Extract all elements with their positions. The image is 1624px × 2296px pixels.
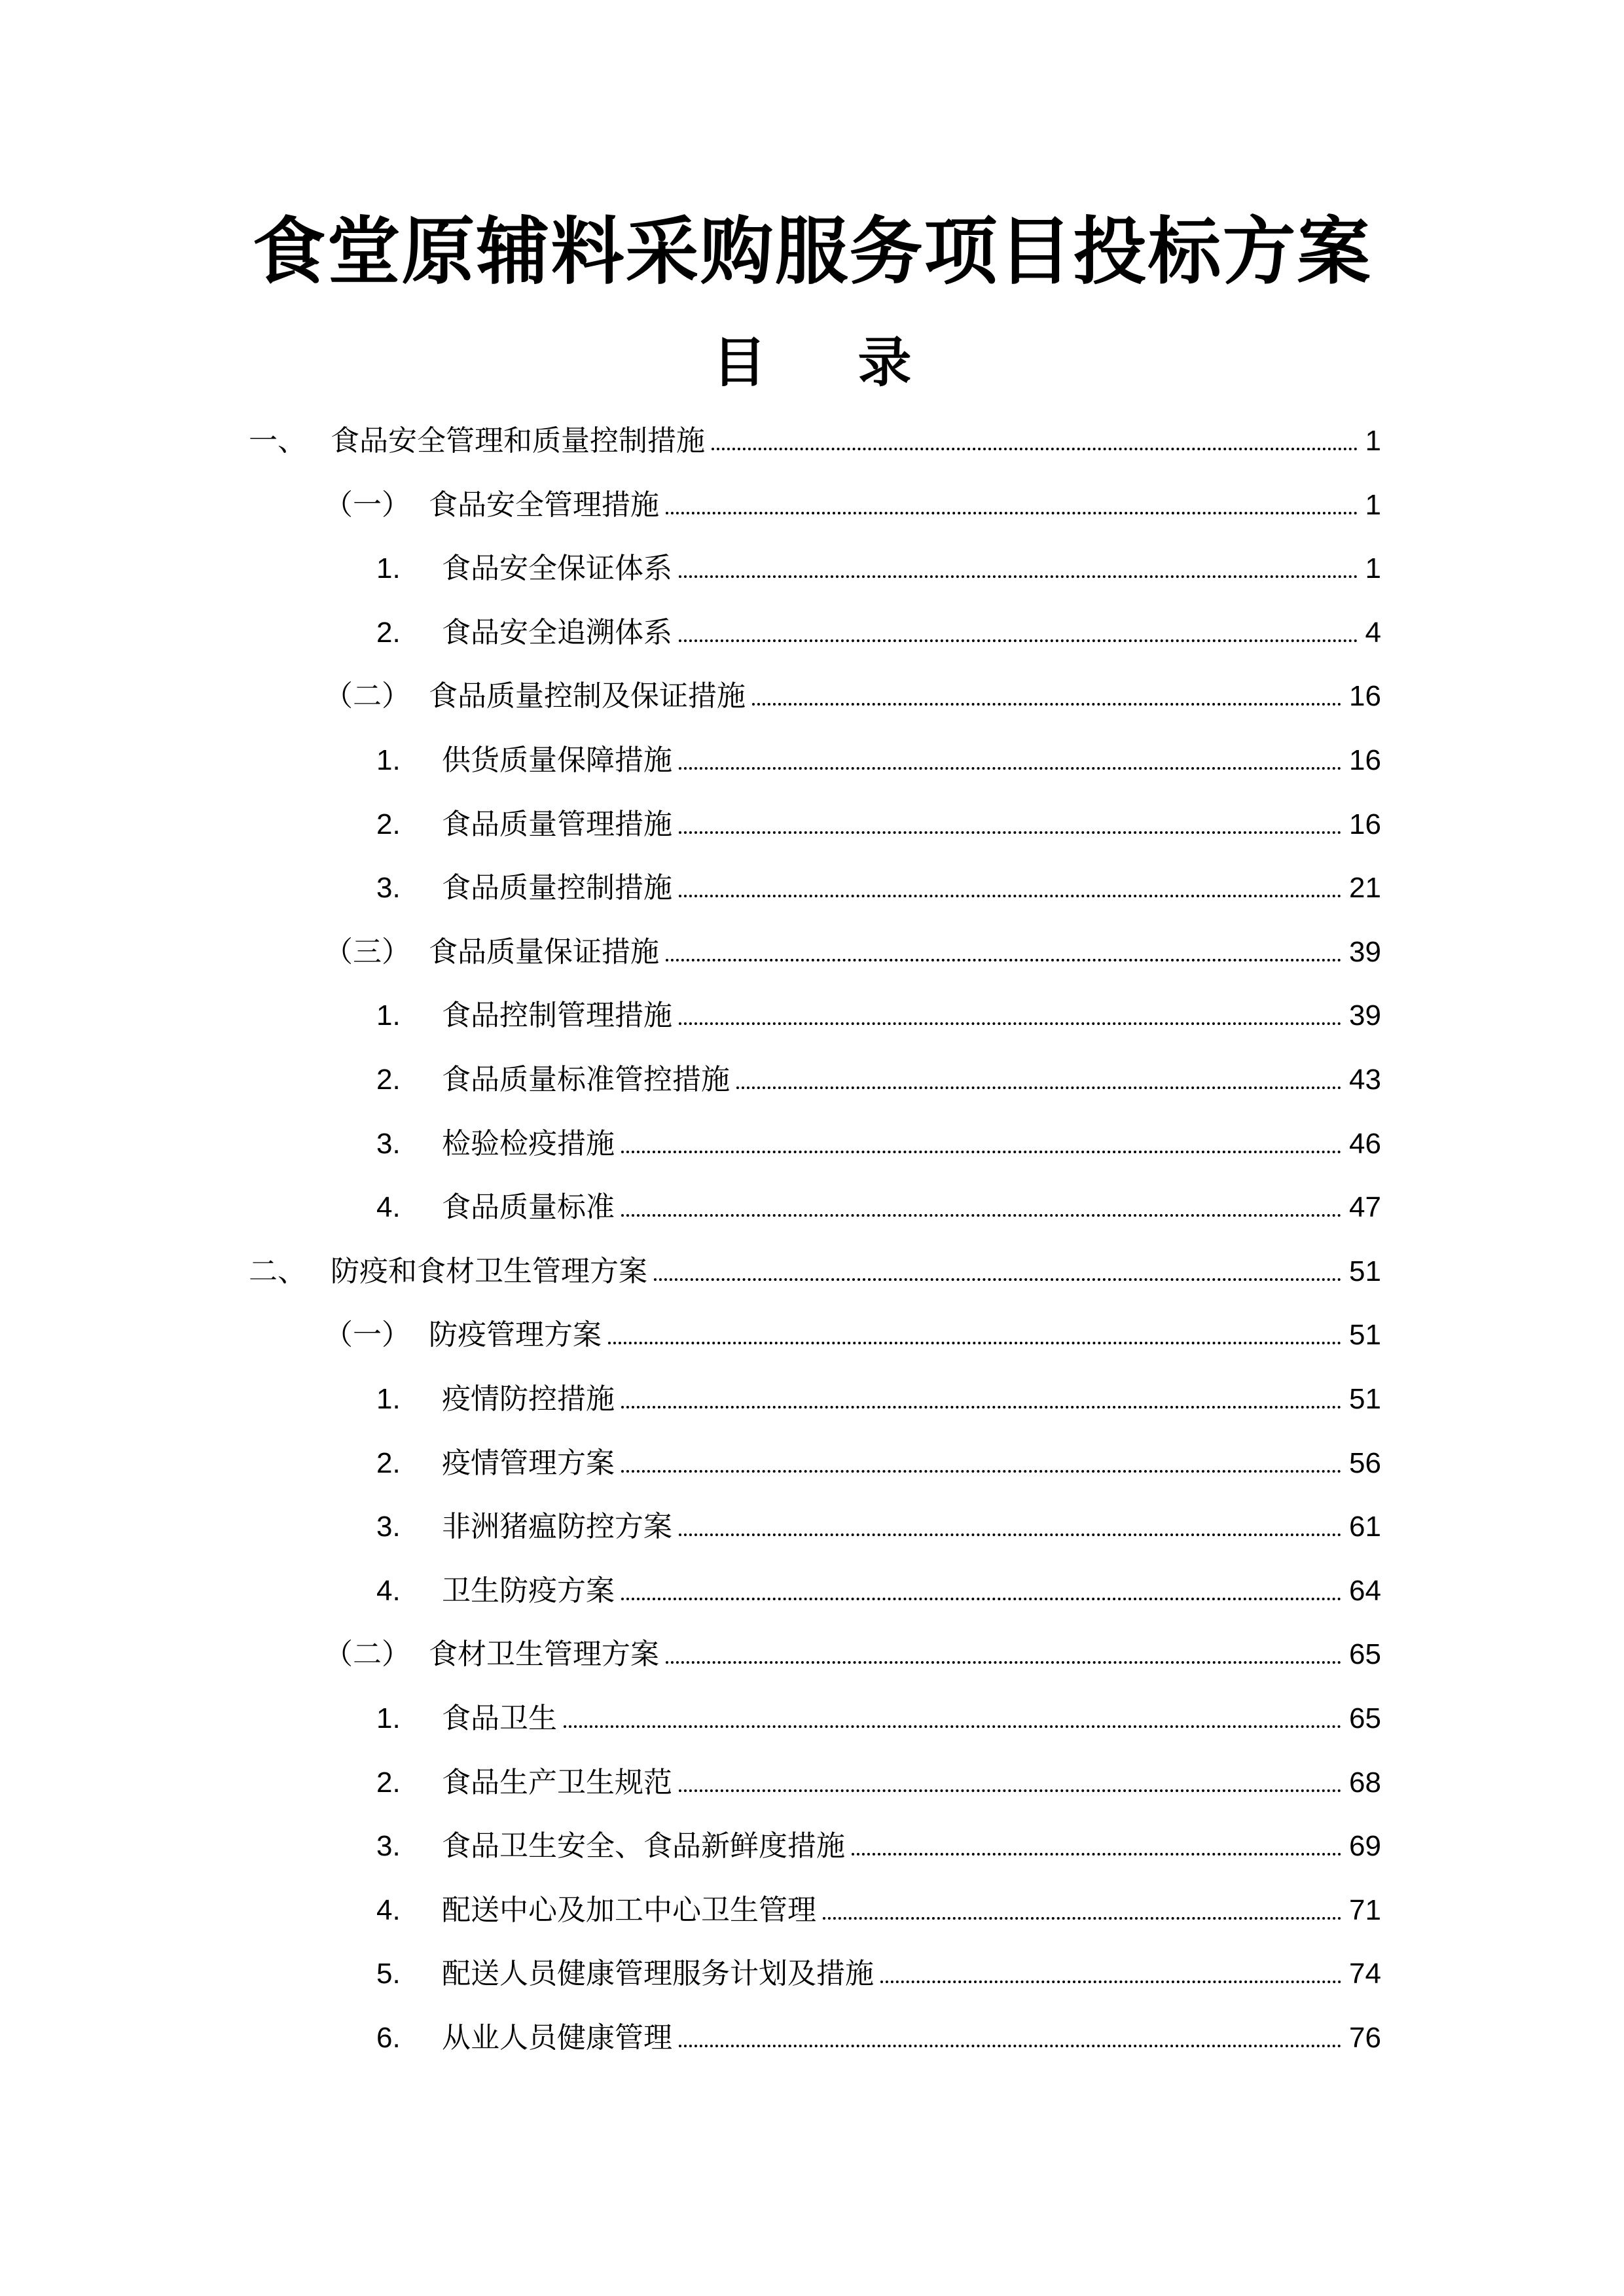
toc-entry-title: 食品质量保证措施: [429, 935, 659, 969]
toc-dot-leader: [621, 1214, 1341, 1217]
toc-entry-number: 1.: [376, 1383, 401, 1415]
toc-entry-number: （三）: [324, 935, 410, 969]
toc-entry-title: 卫生防疫方案: [442, 1573, 615, 1607]
toc-dot-leader: [679, 767, 1341, 770]
toc-entry-page-number: 1: [1365, 552, 1381, 585]
toc-entry-page-number: 65: [1349, 1638, 1381, 1671]
toc-entry-title: 疫情管理方案: [442, 1446, 615, 1480]
toc-entry-page-number: 71: [1349, 1893, 1381, 1926]
toc-entry-title: 食品质量管理措施: [442, 807, 672, 841]
toc-entry-page-number: 47: [1349, 1191, 1381, 1224]
toc-entry-title: 食品质量控制措施: [442, 871, 672, 905]
toc-dot-leader: [621, 1598, 1341, 1600]
toc-entry-page-number: 56: [1349, 1446, 1381, 1479]
toc-dot-leader: [679, 2045, 1341, 2047]
toc-entry-title: 配送中心及加工中心卫生管理: [442, 1893, 816, 1927]
toc-entry-number: 2.: [376, 1064, 401, 1096]
toc-dot-leader: [621, 1470, 1341, 1473]
toc-entry-title: 从业人员健康管理: [442, 2021, 672, 2054]
toc-entry[interactable]: [376, 1757, 1381, 1809]
toc-dot-leader: [608, 1342, 1341, 1344]
toc-dot-leader: [621, 1151, 1341, 1153]
toc-dot-leader: [621, 1406, 1341, 1408]
toc-entry-number: 2.: [376, 808, 401, 840]
toc-entry-page-number: 61: [1349, 1511, 1381, 1543]
toc-dot-leader: [679, 1789, 1341, 1792]
toc-entry[interactable]: [376, 990, 1381, 1042]
toc-entry[interactable]: [376, 1501, 1381, 1553]
toc-entry[interactable]: [324, 926, 1381, 978]
toc-entry[interactable]: [376, 1373, 1381, 1426]
toc-entry-page-number: 51: [1349, 1319, 1381, 1352]
toc-entry-page-number: 39: [1349, 999, 1381, 1032]
toc-entry[interactable]: [324, 670, 1381, 723]
toc-entry-page-number: 4: [1365, 616, 1381, 649]
toc-entry-page-number: 16: [1349, 744, 1381, 776]
toc-heading-right: 录: [857, 331, 912, 394]
toc-entry[interactable]: [376, 1693, 1381, 1745]
toc-heading: [0, 331, 1624, 395]
toc-entry-title: 疫情防控措施: [442, 1382, 615, 1416]
toc-entry-number: （一）: [324, 488, 410, 522]
toc-entry[interactable]: [249, 1246, 1381, 1298]
toc-entry-page-number: 16: [1349, 680, 1381, 713]
toc-entry-page-number: 64: [1349, 1574, 1381, 1607]
toc-entry-number: （一）: [324, 1318, 410, 1352]
toc-entry-title: 食品卫生: [442, 1702, 557, 1735]
toc-entry-number: 4.: [376, 1893, 401, 1926]
toc-dot-leader: [679, 1534, 1341, 1536]
toc-entry-number: （二）: [324, 1638, 410, 1672]
toc-entry-title: 食品卫生安全、食品新鲜度措施: [442, 1829, 845, 1863]
toc-entry-page-number: 74: [1349, 1958, 1381, 1990]
toc-dot-leader: [736, 1086, 1341, 1089]
toc-entry-page-number: 51: [1349, 1255, 1381, 1287]
toc-entry-title: 食品质量标准: [442, 1191, 615, 1225]
toc-entry-title: 供货质量保障措施: [442, 744, 672, 777]
toc-entry-page-number: 1: [1365, 488, 1381, 521]
toc-dot-leader: [679, 639, 1358, 642]
toc-dot-leader: [654, 1278, 1341, 1281]
toc-entry-number: 1.: [376, 999, 401, 1032]
toc-entry-title: 食品控制管理措施: [442, 999, 672, 1033]
toc-dot-leader: [752, 703, 1341, 706]
toc-entry-title: 食材卫生管理方案: [429, 1638, 659, 1672]
toc-entry-number: 2.: [376, 616, 401, 649]
toc-entry[interactable]: [376, 1820, 1381, 1873]
toc-dot-leader: [880, 1981, 1341, 1983]
toc-entry-title: 防疫管理方案: [429, 1318, 602, 1352]
toc-entry-page-number: 16: [1349, 808, 1381, 840]
toc-entry-number: 4.: [376, 1574, 401, 1607]
toc-entry[interactable]: [376, 2012, 1381, 2064]
toc-entry-page-number: 39: [1349, 935, 1381, 968]
toc-entry[interactable]: [376, 1437, 1381, 1490]
toc-entry-number: 2.: [376, 1446, 401, 1479]
toc-entry[interactable]: [376, 862, 1381, 914]
toc-entry[interactable]: [376, 798, 1381, 851]
toc-entry-title: 食品安全追溯体系: [442, 615, 672, 649]
toc-entry-number: 1.: [376, 1702, 401, 1734]
toc-entry[interactable]: [376, 1565, 1381, 1617]
toc-entry[interactable]: [324, 1628, 1381, 1681]
toc-entry-page-number: 69: [1349, 1830, 1381, 1863]
toc-entry-title: 食品生产卫生规范: [442, 1765, 672, 1799]
toc-entry[interactable]: [376, 734, 1381, 787]
toc-dot-leader: [666, 959, 1341, 961]
toc-entry[interactable]: [376, 607, 1381, 659]
toc-entry-page-number: 1: [1365, 425, 1381, 457]
toc-dot-leader: [564, 1725, 1341, 1728]
toc-entry[interactable]: [376, 1948, 1381, 2000]
toc-entry-title: 食品安全管理和质量控制措施: [331, 424, 705, 457]
toc-entry[interactable]: [376, 1118, 1381, 1170]
toc-entry-number: 3.: [376, 1511, 401, 1543]
toc-entry-number: 一、: [249, 424, 306, 457]
toc-dot-leader: [712, 448, 1358, 450]
toc-entry[interactable]: [376, 1884, 1381, 1937]
toc-entry-title: 食品质量标准管控措施: [442, 1063, 730, 1096]
toc-entry-page-number: 21: [1349, 872, 1381, 905]
toc-entry-page-number: 51: [1349, 1383, 1381, 1415]
toc-entry-number: 3.: [376, 1127, 401, 1160]
toc-dot-leader: [679, 895, 1341, 897]
toc-entry-title: 配送人员健康管理服务计划及措施: [442, 1957, 874, 1991]
toc-entry-title: 检验检疫措施: [442, 1126, 615, 1160]
toc-entry-page-number: 68: [1349, 1766, 1381, 1799]
toc-entry-title: 食品安全管理措施: [429, 488, 659, 522]
toc-entry-page-number: 46: [1349, 1127, 1381, 1160]
toc-dot-leader: [679, 831, 1341, 834]
toc-dot-leader: [679, 575, 1358, 578]
toc-entry[interactable]: [324, 1309, 1381, 1361]
toc-entry-title: 防疫和食材卫生管理方案: [331, 1254, 647, 1288]
toc-entry-number: （二）: [324, 679, 410, 713]
toc-entry-number: 二、: [249, 1254, 306, 1288]
toc-dot-leader: [679, 1022, 1341, 1025]
toc-dot-leader: [666, 512, 1358, 514]
toc-entry-number: 1.: [376, 744, 401, 776]
toc-entry[interactable]: [249, 415, 1381, 467]
toc-entry-number: 4.: [376, 1191, 401, 1224]
toc-entry-title: 非洲猪瘟防控方案: [442, 1510, 672, 1544]
toc-entry-number: 6.: [376, 2022, 401, 2054]
document-title: 食堂原辅料采购服务项目投标方案: [252, 209, 1372, 295]
toc-entry[interactable]: [376, 1054, 1381, 1106]
toc-entry-title: 食品安全保证体系: [442, 552, 672, 586]
toc-entry[interactable]: [324, 479, 1381, 531]
toc-entry[interactable]: [376, 1181, 1381, 1234]
toc-entry-number: 3.: [376, 1830, 401, 1863]
toc-entry-page-number: 76: [1349, 2022, 1381, 2054]
toc-entry-number: 5.: [376, 1958, 401, 1990]
toc-entry-number: 1.: [376, 552, 401, 585]
toc-heading-left: 目: [712, 331, 767, 394]
toc-dot-leader: [852, 1853, 1341, 1856]
toc-entry-page-number: 65: [1349, 1702, 1381, 1734]
toc-entry-number: 3.: [376, 872, 401, 905]
toc-dot-leader: [666, 1661, 1341, 1664]
toc-entry-title: 食品质量控制及保证措施: [429, 679, 746, 713]
toc-entry-number: 2.: [376, 1766, 401, 1799]
toc-dot-leader: [823, 1917, 1341, 1920]
toc-entry[interactable]: [376, 543, 1381, 595]
toc-entry-page-number: 43: [1349, 1064, 1381, 1096]
